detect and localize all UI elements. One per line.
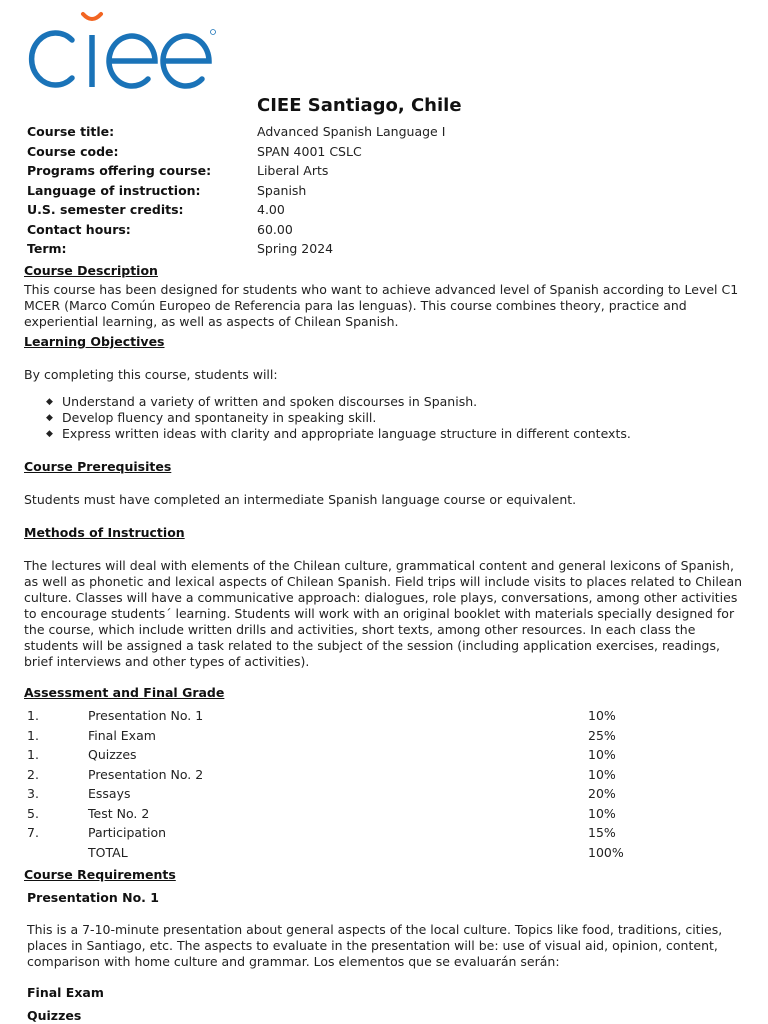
info-value: 60.00 (257, 221, 293, 237)
row-label: Final Exam (88, 727, 156, 743)
row-percent: 10% (588, 766, 616, 782)
info-label: Term: (27, 241, 67, 256)
row-number: 1. (27, 747, 39, 762)
row-label: TOTAL (88, 844, 128, 860)
table-row (27, 823, 648, 843)
objectives-intro: By completing this course, students will: (24, 367, 278, 382)
objective-text: Understand a variety of written and spoken discourses in Spanish. (62, 394, 478, 409)
row-number: 2. (27, 766, 39, 782)
objectives-list (46, 394, 631, 442)
row-label: Essays (88, 786, 131, 801)
row-label: Test No. 2 (88, 805, 150, 821)
course-description-heading: Course Description (24, 263, 158, 278)
info-label: Contact hours: (27, 221, 131, 237)
table-row (27, 804, 648, 824)
row-label: Presentation No. 1 (88, 708, 204, 723)
course-prerequisites-heading: Course Prerequisites (24, 459, 172, 474)
final-exam-heading: Final Exam (27, 985, 104, 1000)
row-percent: 15% (588, 825, 616, 840)
row-number: 3. (27, 786, 39, 801)
info-value: Spanish (257, 182, 307, 198)
table-row (27, 706, 648, 726)
logo-letter-c (32, 33, 72, 85)
course-description-text: This course has been designed for students who want to achieve advanced level of Spanish according to Level C1 MCER (Marco Común Europeo de Referencia para las lenguas). This course combines theory, practice and experiential learning, as well as aspects of Chilean Spanish. (24, 282, 739, 329)
row-number: 1. (27, 727, 39, 743)
info-value: 4.00 (257, 202, 285, 217)
info-row (27, 181, 445, 201)
info-label: Language of instruction: (27, 182, 201, 198)
bullet-icon: ◆ (46, 413, 53, 423)
bullet-icon: ◆ (46, 429, 53, 439)
bullet-icon: ◆ (46, 397, 53, 407)
presentation-text: This is a 7-10-minute presentation about general aspects of the local culture. Topics like food, traditions, cities, places in Santiago, etc. The aspects to evaluate in the presentation will be: use of visual aid, opinion, content, comparison with home culture and grammar. Los elementos que se evaluarán serán: (27, 922, 723, 969)
row-number: 5. (27, 805, 39, 821)
course-info-table (27, 122, 445, 259)
prerequisites-text: Students must have completed an intermediate Spanish language course or equivalent. (24, 492, 577, 507)
methods-text: The lectures will deal with elements of the Chilean culture, grammatical content and general lexicons of Spanish, as well as phonetic and lexical aspects of Chilean Spanish. Field trips will include visits to places related to Chilean culture. Classes will have a communicative approach: dialogues, role plays, conversations, among other activities to encourage students´ learning. Students will work with an original booklet with materials specially designed for the course, which include written drills and activities, short texts, among other resources. In each class the students will be assigned a task related to the subject of the session (including application exercises, readings, brief interviews and other types of activities). (24, 558, 743, 669)
logo-letter-e1 (109, 36, 155, 86)
info-row (27, 122, 445, 142)
row-number: 1. (27, 708, 39, 723)
table-row-total (27, 843, 648, 863)
objective-text: Develop fluency and spontaneity in speaking skill. (62, 410, 377, 425)
info-value: Liberal Arts (257, 163, 329, 178)
learning-objectives-heading: Learning Objectives (24, 334, 165, 349)
info-label: Programs offering course: (27, 163, 212, 178)
presentation-heading: Presentation No. 1 (27, 890, 159, 905)
info-label: Course code: (27, 143, 119, 159)
assessment-heading: Assessment and Final Grade (24, 685, 225, 700)
table-row (27, 784, 648, 804)
info-row (27, 161, 445, 181)
list-item (46, 410, 631, 426)
row-percent: 10% (588, 708, 616, 723)
info-value: Spring 2024 (257, 241, 334, 256)
logo-letter-e2 (163, 36, 209, 86)
info-row (27, 239, 445, 259)
methods-heading: Methods of Instruction (24, 525, 185, 540)
info-value: SPAN 4001 CSLC (257, 143, 362, 159)
list-item (46, 394, 631, 410)
table-row (27, 765, 648, 785)
info-row (27, 200, 445, 220)
info-label: U.S. semester credits: (27, 202, 184, 217)
row-number (27, 843, 88, 863)
table-row (27, 726, 648, 746)
course-requirements-heading: Course Requirements (24, 867, 176, 882)
table-row (27, 745, 648, 765)
assessment-table (27, 706, 648, 862)
ciee-logo (22, 6, 218, 92)
info-value: Advanced Spanish Language I (257, 124, 446, 139)
info-label: Course title: (27, 124, 115, 139)
row-percent: 20% (588, 786, 616, 801)
logo-accent-arc (83, 14, 101, 19)
quizzes-heading: Quizzes (27, 1008, 82, 1023)
row-label: Presentation No. 2 (88, 766, 204, 782)
info-row (27, 142, 445, 162)
page-title: CIEE Santiago, Chile (257, 95, 462, 116)
info-row (27, 220, 445, 240)
row-label: Quizzes (88, 747, 137, 762)
row-percent: 10% (588, 747, 616, 762)
row-percent: 25% (588, 727, 616, 743)
row-percent: 10% (588, 805, 616, 821)
row-label: Participation (88, 825, 167, 840)
objective-text: Express written ideas with clarity and appropriate language structure in different contexts. (62, 426, 631, 441)
list-item (46, 426, 631, 442)
row-number: 7. (27, 825, 39, 840)
row-percent: 100% (588, 844, 624, 860)
